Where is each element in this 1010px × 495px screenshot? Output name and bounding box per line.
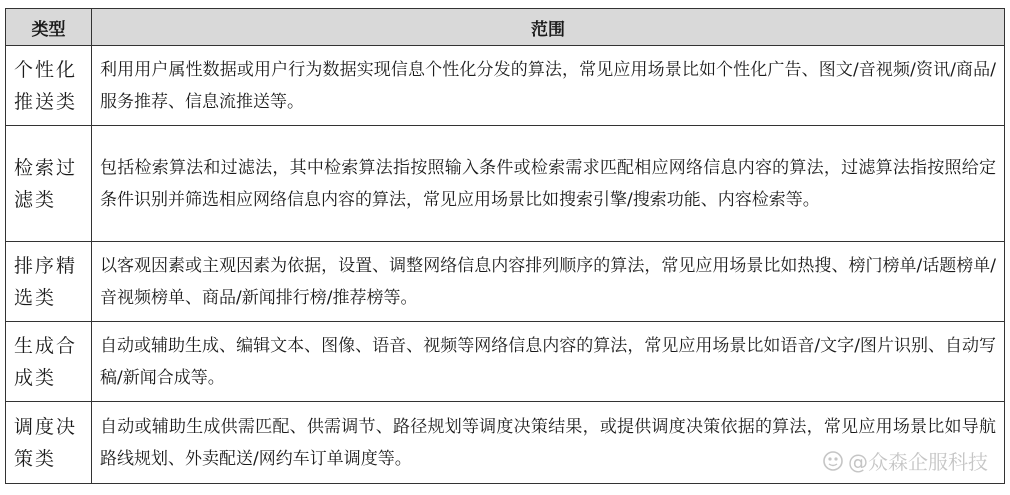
brand-logo-icon [822, 450, 844, 472]
row-type-cell: 排序精选类 [6, 242, 92, 322]
table-row [6, 322, 1005, 402]
header-type: 类型 [6, 9, 92, 46]
watermark-text: @众森企服科技 [848, 450, 988, 474]
row-type-cell: 生成合成类 [6, 322, 92, 402]
watermark [822, 446, 988, 475]
row-type-cell: 检索过滤类 [6, 126, 92, 242]
header-scope: 范围 [92, 9, 1005, 46]
table-row [6, 242, 1005, 322]
table-row [6, 46, 1005, 126]
table-header-row [6, 9, 1005, 46]
table-row [6, 126, 1005, 242]
row-type-cell: 个性化推送类 [6, 46, 92, 126]
row-scope-cell: 自动或辅助生成、编辑文本、图像、语音、视频等网络信息内容的算法，常见应用场景比如语音/文字/图片识别、自动写稿/新闻合成等。 [92, 322, 1005, 402]
row-scope-cell: 自动或辅助生成供需匹配、供需调节、路径规划等调度决策结果，或提供调度决策依据的算法，常见应用场景比如导航路线规划、外卖配送/网约车订单调度等。 [92, 402, 1005, 484]
row-scope-cell: 以客观因素或主观因素为依据，设置、调整网络信息内容排列顺序的算法，常见应用场景比如热搜、榜门榜单/话题榜单/音视频榜单、商品/新闻排行榜/推荐榜等。 [92, 242, 1005, 322]
algorithm-type-table [5, 8, 1005, 484]
row-scope-cell: 包括检索算法和过滤法，其中检索算法指按照输入条件或检索需求匹配相应网络信息内容的算法，过滤算法指按照给定条件识别并筛选相应网络信息内容的算法，常见应用场景比如搜索引擎/搜索功能、内容检索等。 [92, 126, 1005, 242]
row-scope-cell: 利用用户属性数据或用户行为数据实现信息个性化分发的算法，常见应用场景比如个性化广告、图文/音视频/资讯/商品/服务推荐、信息流推送等。 [92, 46, 1005, 126]
row-type-cell: 调度决策类 [6, 402, 92, 484]
